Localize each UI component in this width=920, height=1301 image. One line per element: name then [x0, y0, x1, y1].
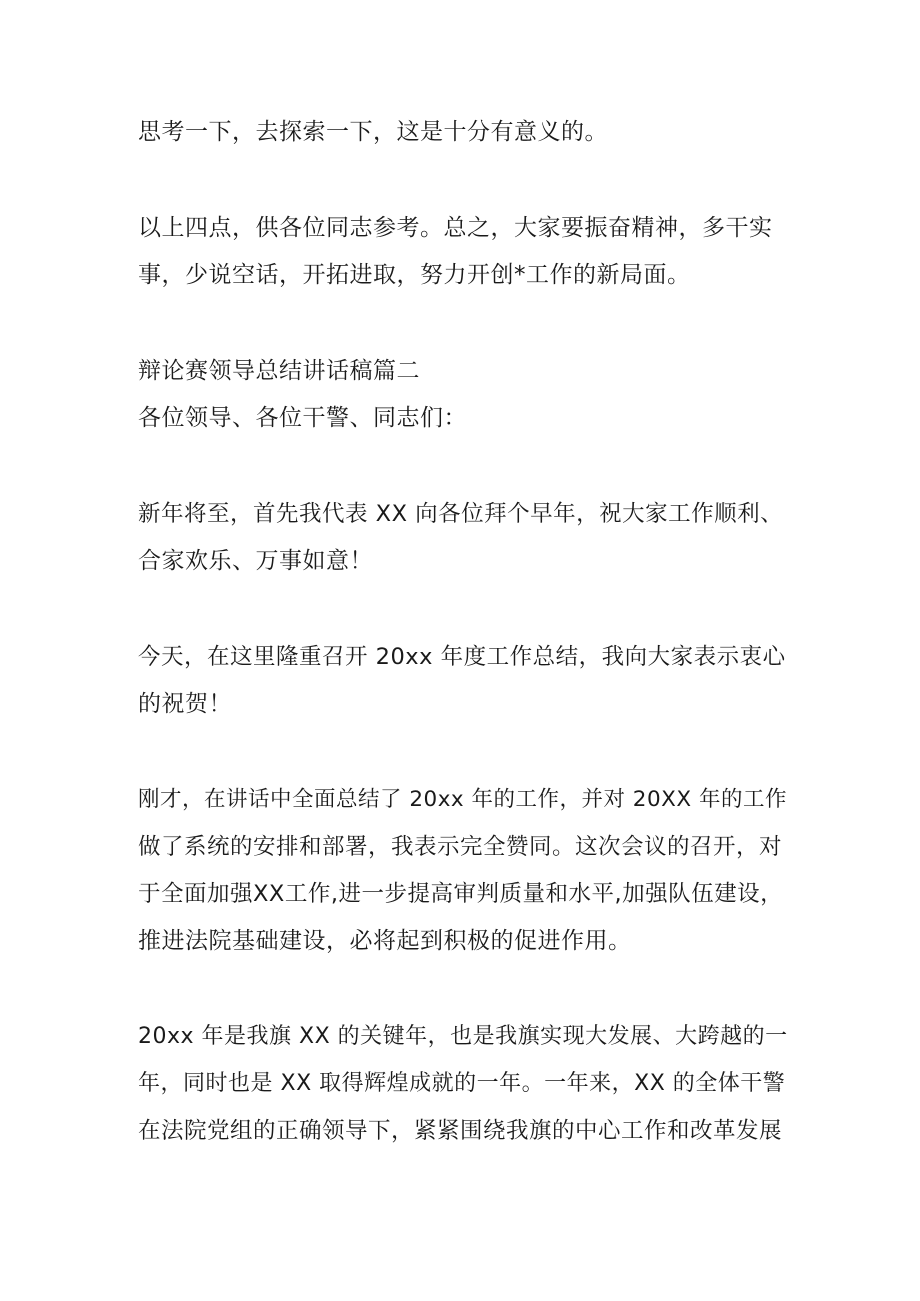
text-line: 事，少说空话，开拓进取，努力开创*工作的新局面。	[138, 262, 691, 288]
text-line: 20xx 年是我旗 XX 的关键年，也是我旗实现大发展、大跨越的一	[138, 1024, 788, 1049]
text-line: 在法院党组的正确领导下，紧紧围绕我旗的中心工作和改革发展	[138, 1118, 783, 1144]
text-line: 以上四点，供各位同志参考。总之，大家要振奋精神，多干实	[138, 215, 773, 241]
text-line: 思考一下，去探索一下，这是十分有意义的。	[138, 119, 608, 145]
text-line: 推进法院基础建设，必将起到积极的促进作用。	[138, 928, 632, 954]
text-line: 新年将至，首先我代表 XX 向各位拜个早年，祝大家工作顺利、	[138, 501, 784, 527]
text-line: 刚才，在讲话中全面总结了 20xx 年的工作，并对 20XX 年的工作	[138, 787, 787, 812]
text-line: 的祝贺！	[138, 691, 232, 717]
text-line: 做了系统的安排和部署，我表示完全赞同。这次会议的召开，对	[138, 834, 783, 860]
text-line: 合家欢乐、万事如意！	[138, 548, 373, 574]
section-heading: 辩论赛领导总结讲话稿篇二	[138, 358, 420, 384]
salutation: 各位领导、各位干警、同志们：	[138, 405, 467, 431]
text-line: 今天，在这里隆重召开 20xx 年度工作总结，我向大家表示衷心	[138, 644, 786, 670]
text-line: 年，同时也是 XX 取得辉煌成就的一年。一年来，XX 的全体干警	[138, 1071, 786, 1096]
text-line: 于全面加强XX工作,进一步提高审判质量和水平,加强队伍建设，	[138, 881, 784, 907]
